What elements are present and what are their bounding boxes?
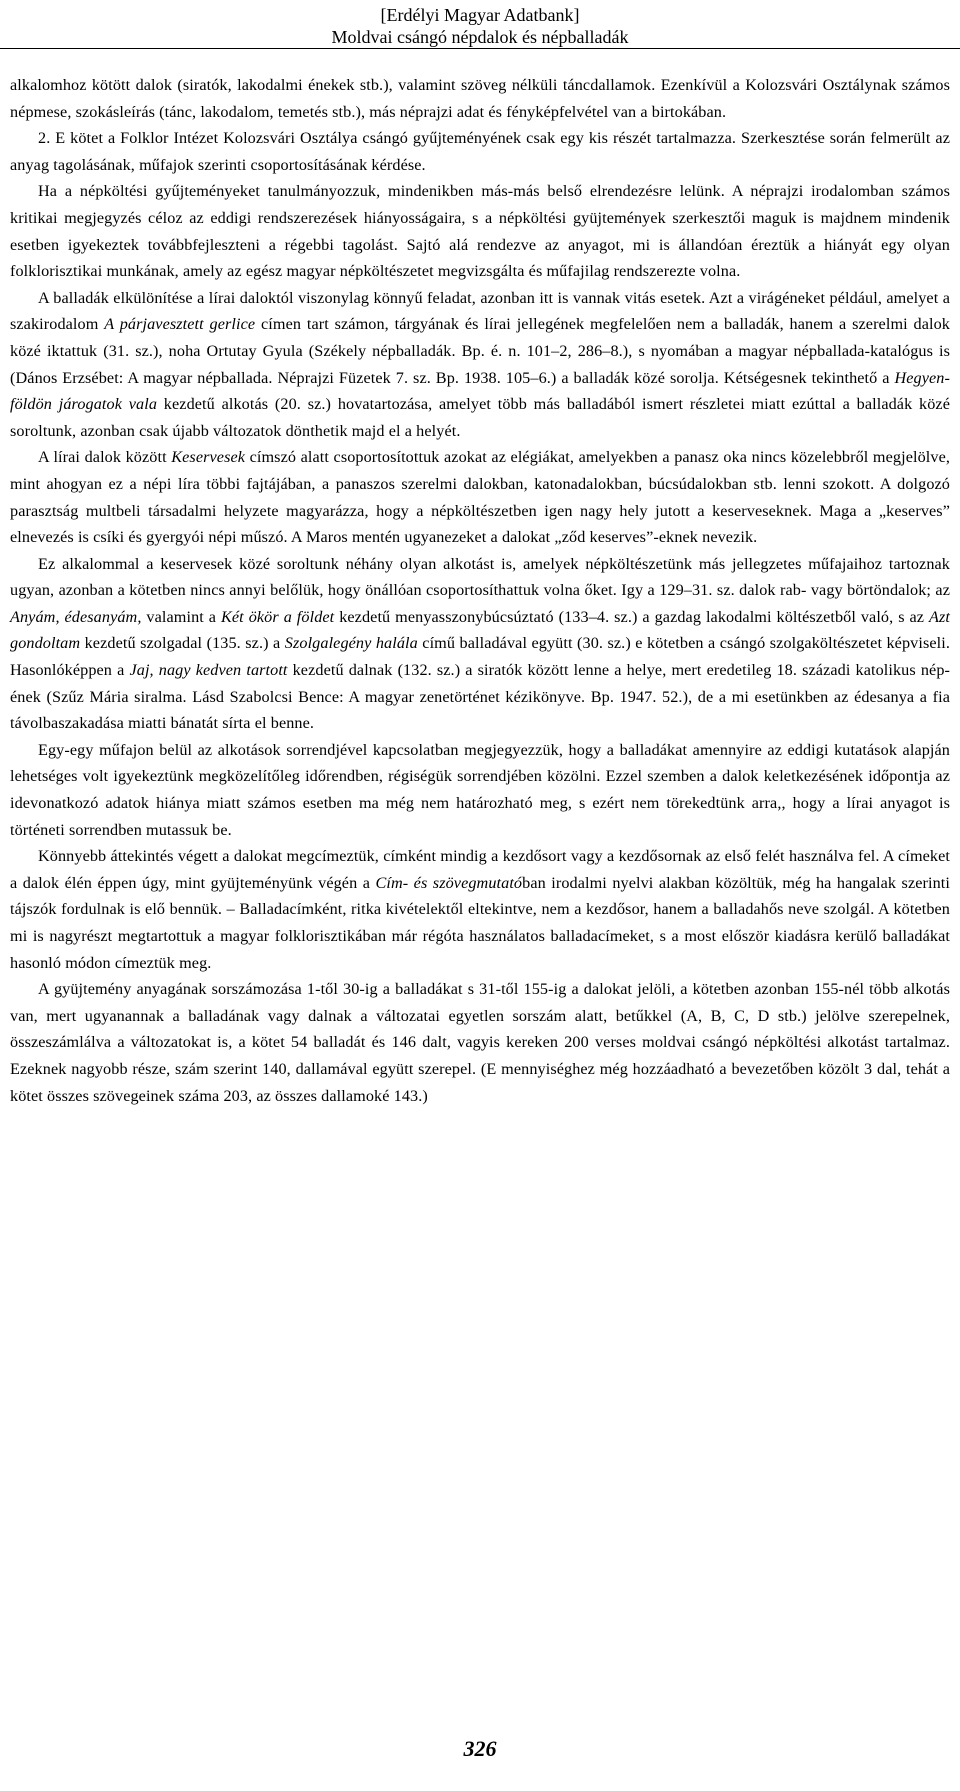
paragraph-text: címszó alatt csoportosítottuk azokat az elégiákat, amelyekben a panasz oka nincs közelebbről megjelölve, mint ahogyan ez a népi líra többi fajtájában, a panaszos szerelmi dalokban, katonadalokban, búcsúdalokban stb. lenni szokott. A dolgozó parasztság multbeli társadalmi helyzete magyarázza, hogy a népköltészetben igen nagy hely jutott a keserveseknek. Maga a „keserves” elnevezés is csíki és gyergyói népi műszó. A Maros mentén ugyanezeket a dalokat „ződ keserves”-eknek nevezik. xyxy=(10,448,950,547)
paragraph-text: valamint a xyxy=(141,607,221,626)
header-divider xyxy=(0,48,960,49)
italic-title-text: A párjavesztett gerlice xyxy=(104,315,256,334)
italic-title-text: Hegyen-földön járogatok vala xyxy=(10,368,950,414)
paragraph-text: Ha a népköltési gyűjteményeket tanulmányozzuk, mindenikben más-más belső elrendezésre lelünk. A néprajzi irodalomban számos kritikai megjegyzés céloz az eddigi rendszerezések hiányosságaira, s a népköltési gyüjtemények szerkesztői maguk is majdnem mindenik esetben igyekeztek továbbfejleszteni a régebbi tagolást. Sajtó alá rendezve az anyagot, mi is állandóan éreztük a hiányát egy olyan folklorisztikai munkának, amely az egész magyar népköltészetet megvizsgálta és műfajilag rendszerezte volna. xyxy=(10,182,950,281)
paragraph-text: Egy-egy műfajon belül az alkotások sorrendjével kapcsolatban megjegyezzük, hogy a balladákat amennyire az eddigi kutatások alapján lehetséges volt igyekeztünk megközelítőleg időrendben, régiségük sorrendjében közölni. Ezzel szemben a dalok keletkezésének időpontja az idevonatkozó adatok hiánya miatt számos esetben ma még nem határozható meg, s ezért nem törekedtünk arra,, hogy a lírai anyagot is történeti sorrendben mutassuk be. xyxy=(10,740,950,839)
paragraph xyxy=(10,843,950,976)
paragraph-text: A lírai dalok között xyxy=(38,448,172,467)
italic-title-text: Szolgalegény halála xyxy=(284,634,418,653)
paragraph-text: 2. E kötet a Folklor Intézet Kolozsvári Osztálya csángó gyűjteményének csak egy kis részét tartalmazza. Szerkesztése során felmerült az anyag tagolásának, műfajok szerinti csoportosításának kérdése. xyxy=(10,129,950,174)
paragraph xyxy=(10,72,950,125)
paragraph-text: alkalomhoz kötött dalok (siratók, lakodalmi énekek stb.), valamint szöveg nélküli táncdallamok. Ezenkívül a Kolozsvári Osztálynak számos népmese, szokásleírás (tánc, lakodalom, temetés stb.), más néprajzi adat és fényképfelvétel van a birtokában. xyxy=(10,76,950,121)
italic-title-text: Jaj, nagy kedven tartott xyxy=(129,661,288,680)
paragraph-text: ban irodalmi nyelvi alakban közöltük, még ha hangalak szerinti tájszók fordulnak is elő bennük. – Balladacímként, ritka kivételektől eltekintve, nem a kezdősor, hanem a balladahős neve szolgál. A kötetben mi is nagyrészt megtartottuk a magyar folklorisztikában már régóta használatos balladacímeket, s a most először kiadásra kerülő balladákat hasonló módon címeztük meg. xyxy=(10,873,950,972)
italic-title-text: Azt gondoltam xyxy=(10,607,951,653)
paragraph xyxy=(10,976,950,1109)
page-number: 326 xyxy=(463,1736,497,1761)
book-title: Moldvai csángó népdalok és népballadák xyxy=(331,27,629,47)
site-title: [Erdélyi Magyar Adatbank] xyxy=(380,5,580,25)
paragraph-text: kezdetű menyasszonybúcsúztató (133–4. sz.) a gazdag lakodalmi költészetből való, s az xyxy=(334,607,930,626)
document-body xyxy=(10,72,950,1109)
paragraph xyxy=(10,444,950,550)
paragraph-text: kezdetű dalnak (132. sz.) a siratók között lenne a helye, mert eredetileg 18. századi katolikus nép-ének (Szűz Mária siralma. Lásd Szabolcsi Bence: A magyar zenetörténet kézikönyve. Bp. 1947. 52.), de a mi esetünkben az édesanya a fia távolbaszakadása miatti bánatát sírta el benne. xyxy=(10,661,951,733)
paragraph-text: kezdetű szolgadal (135. sz.) a xyxy=(80,634,285,653)
paragraph xyxy=(10,125,950,178)
paragraph-text: A balladák elkülönítése a lírai daloktól viszonylag könnyű feladat, azonban itt is vannak vitás esetek. Azt a virágéneket például, amelyet a szakirodalom xyxy=(10,288,950,334)
paragraph-text: Ez alkalommal a keservesek közé soroltunk néhány olyan alkotást is, amelyek népköltészetünk más jellegzetes műfajaihoz tartoznak ugyan, azonban a kötetben nincs annyi belőlük, hogy önállóan csoportosíthattuk volna őket. Igy a 129–31. sz. dalok rab- vagy börtöndalok; az xyxy=(10,554,950,600)
paragraph-text: A gyüjtemény anyagának sorszámozása 1-től 30-ig a balladákat s 31-től 155-ig a dalokat jelöli, a kötetben azonban 155-nél több alkotás van, mert ugyanannak a balladának vagy dalnak a változatai egyetlen sorszám alatt, betűkkel (A, B, C, D stb.) jelölve szerepelnek, összeszámlálva a változatokat is, a kötet 54 balladát és 146 dalt, vagyis kereken 200 verses moldvai csángó népköltési alkotást tartalmaz. Ezeknek nagyobb része, szám szerint 140, dallamával együtt szerepel. (E mennyiséghez még hozzáadható a bevezetőben közölt 3 dal, tehát a kötet összes szövegeinek száma 203, az összes dallamoké 143.) xyxy=(10,980,950,1105)
paragraph xyxy=(10,285,950,445)
paragraph-text: címen tart számon, tárgyának és lírai jellegének megfelelően nem a balladák, hanem a szerelmi dalok közé iktattuk (31. sz.), noha Ortutay Gyula (Székely népballadák. Bp. é. n. 101–2, 286–8.), s nyomában a magyar népballada-katalógus is (Dános Erzsébet: A magyar népballada. Néprajzi Füzetek 7. sz. Bp. 1938. 105–6.) a balladák közé sorolja. Kétségesnek tekinthető a xyxy=(10,315,950,387)
paragraph xyxy=(10,737,950,843)
italic-title-text: Anyám, édesanyám, xyxy=(10,607,142,626)
italic-title-text: Keservesek xyxy=(171,448,246,467)
paragraph xyxy=(10,551,950,737)
paragraph-text: Könnyebb áttekintés végett a dalokat megcímeztük, címként mindig a kezdősort vagy a kezdősornak az első felét használva fel. A címeket a dalok élén éppen úgy, mint gyüjteményünk végén a xyxy=(10,847,950,892)
paragraph xyxy=(10,178,950,284)
italic-title-text: Két ökör a földet xyxy=(221,607,335,626)
paragraph-text: című balladával együtt (30. sz.) e kötetben a csángó szolgaköltészetet képviseli. Hasonlóképpen a xyxy=(10,634,950,680)
italic-title-text: Cím- és szövegmutató xyxy=(375,873,523,892)
paragraph-text: kezdetű alkotás (20. sz.) hovatartozása, amelyet több más balladából ismert részletei miatt ezúttal a balladák közé soroltunk, azonban csak újabb változatok dönthetik majd el a helyét. xyxy=(10,395,951,440)
